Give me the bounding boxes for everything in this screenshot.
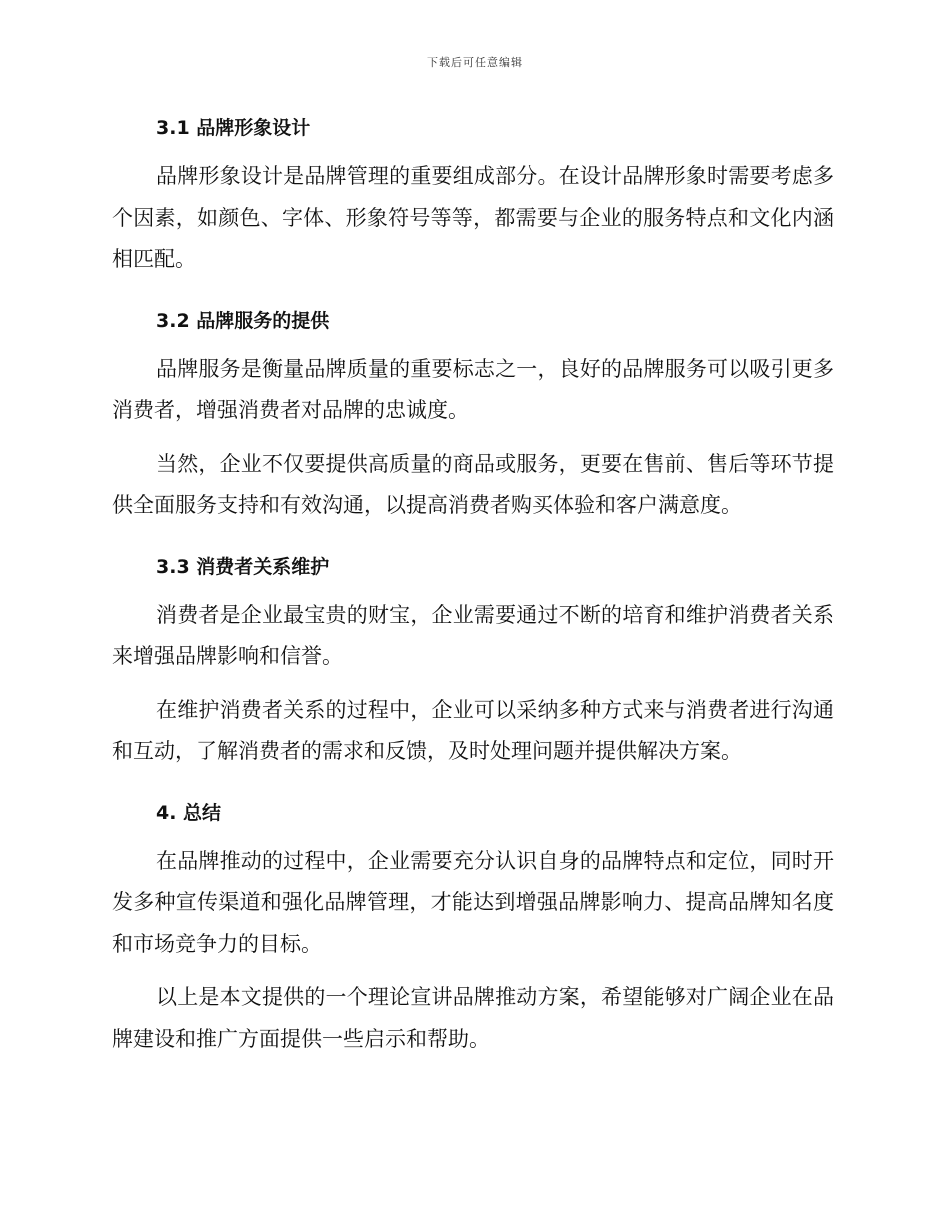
section-heading: 3.1 品牌形象设计 [156,117,311,139]
section-brand-service [112,305,834,527]
paragraph: 在维护消费者关系的过程中，企业可以采纳多种方式来与消费者进行沟通和互动，了解消费者的需求和反馈，及时处理问题并提供解决方案。 [112,697,834,763]
section-heading: 4. 总结 [156,801,222,824]
paragraph: 消费者是企业最宝贵的财宝，企业需要通过不断的培育和维护消费者关系来增强品牌影响和信誉。 [112,602,834,668]
section-heading: 3.3 消费者关系维护 [156,555,330,578]
section-consumer-relations [112,551,834,773]
paragraph: 当然，企业不仅要提供高质量的商品或服务，更要在售前、售后等环节提供全面服务支持和有效沟通，以提高消费者购买体验和客户满意度。 [112,451,834,517]
section-brand-image [112,112,834,281]
section-summary [112,797,834,1061]
paragraph: 以上是本文提供的一个理论宣讲品牌推动方案，希望能够对广阔企业在品牌建设和推广方面提供一些启示和帮助。 [112,985,834,1051]
paragraph: 在品牌推动的过程中，企业需要充分认识自身的品牌特点和定位，同时开发多种宣传渠道和强化品牌管理，才能达到增强品牌影响力、提高品牌知名度和市场竞争力的目标。 [112,848,834,956]
section-heading: 3.2 品牌服务的提供 [156,309,330,332]
paragraph: 品牌服务是衡量品牌质量的重要标志之一，良好的品牌服务可以吸引更多消费者，增强消费者对品牌的忠诚度。 [112,356,834,422]
document-body [112,112,834,1060]
header-note: 下载后可任意编辑 [427,56,523,69]
paragraph: 品牌形象设计是品牌管理的重要组成部分。在设计品牌形象时需要考虑多个因素，如颜色、字体、形象符号等等，都需要与企业的服务特点和文化内涵相匹配。 [112,164,834,271]
